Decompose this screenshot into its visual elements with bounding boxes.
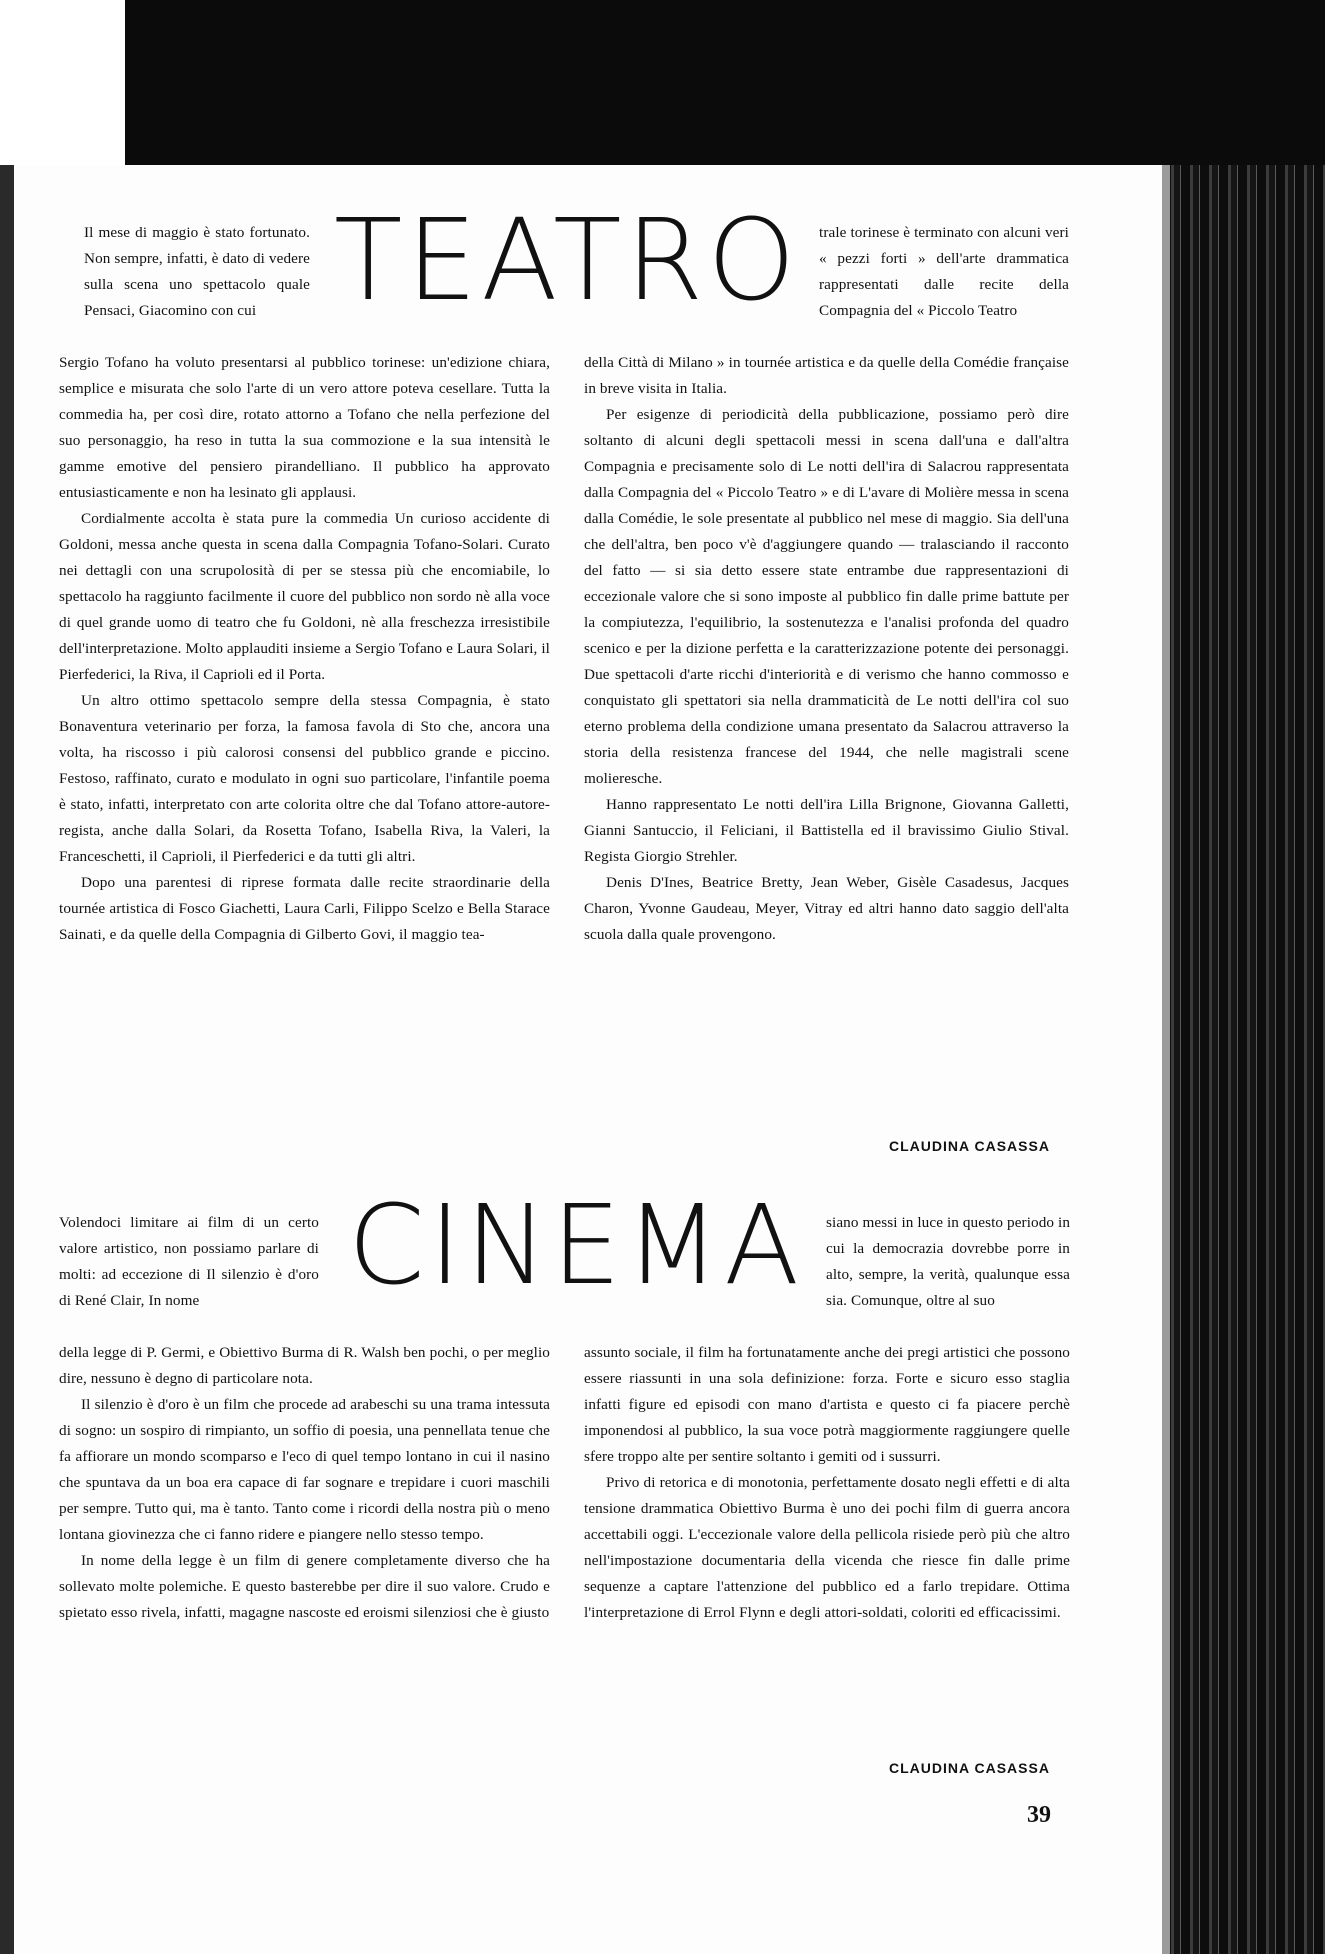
scan-border-left	[0, 165, 14, 1954]
teatro-paragraph: Sergio Tofano ha voluto presentarsi al pubblico torinese: un'edizione chiara, semplice e misurata che solo l'arte di un vero attore poteva cesellare. Tutta la commedia ha, per così dire, rotato attorno a Tofano che nella perfezione del suo personaggio, ha reso in tutta la sua commozione e la sua intensità le gamme emotive del pensiero pirandelliano. Il pubblico ha approvato entusiasticamente e non ha lesinato gli applausi.	[59, 354, 550, 501]
cinema-signature: CLAUDINA CASASSA	[889, 1760, 1050, 1776]
teatro-intro-text: Il mese di maggio è stato fortunato. Non sempre, infatti, è dato di vedere sulla scena uno spettacolo quale Pensaci, Giacomino con cui	[84, 224, 310, 319]
scan-border-top	[125, 0, 1325, 165]
cinema-paragraph: Privo di retorica e di monotonia, perfettamente dosato negli effetti e di alta tensione drammatica Obiettivo Burma è uno dei pochi film di guerra ancora accettabili oggi. L'eccezionale valore della pellicola risiede però più che altro nell'impostazione documentaria della vicenda che riesce fin dalle prime sequenze a captare l'attenzione del pubblico ed a farlo trepidare. Ottima l'interpretazione di Errol Flynn e degli attori-soldati, coloriti ed efficacissimi.	[584, 1474, 1070, 1621]
teatro-headword: TEATRO	[334, 196, 800, 326]
teatro-right-intro-column	[819, 220, 1069, 324]
cinema-intro-column	[59, 1210, 319, 1314]
page-number: 39	[1027, 1802, 1051, 1828]
teatro-paragraph: della Città di Milano » in tournée artistica e da quelle della Comédie française in breve visita in Italia.	[584, 354, 1069, 397]
page-edge-shadow	[1162, 165, 1170, 1954]
teatro-paragraph: Hanno rappresentato Le notti dell'ira Lilla Brignone, Giovanna Galletti, Gianni Santuccio, il Feliciani, il Battistella ed il bravissimo Giulio Stival. Regista Giorgio Strehler.	[584, 796, 1069, 865]
cinema-paragraph: In nome della legge è un film di genere completamente diverso che ha sollevato molte polemiche. E questo basterebbe per dire il suo valore. Crudo e spietato esso rivela, infatti, magagne nascoste ed eroismi silenziosi che è giusto	[59, 1552, 550, 1621]
teatro-paragraph: Per esigenze di periodicità della pubblicazione, possiamo però dire soltanto di alcuni degli spettacoli messi in scena dall'una e dall'altra Compagnia e precisamente solo di Le notti dell'ira di Salacrou rappresentata dalla Compagnia del « Piccolo Teatro » e di L'avare di Molière messa in scena dalla Comédie, le sole presentate al pubblico nel mese di maggio. Sia dell'una che dell'altra, ben poco v'è d'aggiungere quando — tralasciando il racconto del fatto — si sia detto essere state entrambe due rappresentazioni di eccezionale valore che si sono imposte al pubblico fin dalle prime battute per la compiutezza, l'equilibrio, la sostenutezza e l'analisi profonda del quadro scenico e per la dizione perfetta e la caratterizzazione potente dei personaggi. Due spettacoli d'arte ricchi d'interiorità e di verismo che hanno commosso e conquistato gli spettatori sia nella drammaticità de Le notti dell'ira col suo eterno problema della condizione umana presentato da Salacrou attraverso la storia della resistenza francese del 1944, che nelle magistrali scene molieresche.	[584, 406, 1069, 787]
page-stack-edge	[1162, 165, 1325, 1954]
cinema-headword: CINEMA	[348, 1181, 804, 1309]
cinema-right-intro-column	[826, 1210, 1070, 1314]
teatro-right-intro-text: trale torinese è terminato con alcuni veri « pezzi forti » dell'arte drammatica rappresentati dalle recite della Compagnia del « Piccolo Teatro	[819, 224, 1069, 319]
teatro-right-column	[584, 350, 1069, 948]
teatro-left-column	[59, 350, 550, 948]
cinema-paragraph: della legge di P. Germi, e Obiettivo Burma di R. Walsh ben pochi, o per meglio dire, nessuno è degno di particolare nota.	[59, 1344, 550, 1387]
cinema-paragraph: Il silenzio è d'oro è un film che procede ad arabeschi su una trama intessuta di sogno: un sospiro di rimpianto, un soffio di poesia, una pennellata tenue che fa affiorare un mondo scomparso e l'eco di quel tempo lontano in cui il nasino che spuntava da un boa era capace di far sognare e trepidare i cuori maschili per sempre. Tutto qui, ma è tanto. Tanto come i ricordi della nostra più o meno lontana giovinezza che ci fanno ridere e piangere nello stesso tempo.	[59, 1396, 550, 1543]
teatro-intro-column	[84, 220, 310, 324]
teatro-paragraph: Dopo una parentesi di riprese formata dalle recite straordinarie della tournée artistica di Fosco Giachetti, Laura Carli, Filippo Scelzo e Bella Starace Sainati, e da quelle della Compagnia di Gilberto Govi, il maggio tea-	[59, 874, 550, 943]
teatro-paragraph: Un altro ottimo spettacolo sempre della stessa Compagnia, è stato Bonaventura veterinario per forza, la famosa favola di Sto che, ancora una volta, ha riscosso i più calorosi consensi del pubblico grande e piccino. Festoso, raffinato, curato e modulato in ogni suo particolare, l'infantile poema è stato, infatti, interpretato con arte colorita oltre che dal Tofano attore-autore-regista, anche dalla Solari, da Rosetta Tofano, Isabella Riva, la Valeri, la Franceschetti, il Caprioli, il Pierfederici e da tutti gli altri.	[59, 692, 550, 865]
cinema-left-column	[59, 1340, 550, 1626]
teatro-paragraph: Denis D'Ines, Beatrice Bretty, Jean Weber, Gisèle Casadesus, Jacques Charon, Yvonne Gaudeau, Meyer, Vitray ed altri hanno dato saggio dell'alta scuola dalla quale provengono.	[584, 874, 1069, 943]
cinema-right-column	[584, 1340, 1070, 1626]
cinema-right-intro-text: siano messi in luce in questo periodo in cui la democrazia dovrebbe porre in alto, sempre, la verità, qualunque essa sia. Comunque, oltre al suo	[826, 1214, 1071, 1309]
cinema-paragraph: assunto sociale, il film ha fortunatamente anche dei pregi artistici che possono essere riassunti in una sola definizione: forza. Forte e sicuro esso staglia infatti figure ed episodi con mano d'artista e questo ci fa piacere perchè imponendosi al pubblico, la sua voce potrà maggiormente raggiungere quelle sfere troppo alte per sentire soltanto i gemiti od i sussurri.	[584, 1344, 1070, 1465]
teatro-paragraph: Cordialmente accolta è stata pure la commedia Un curioso accidente di Goldoni, messa anche questa in scena dalla Compagnia Tofano-Solari. Curato nei dettagli con una scrupolosità di per se stessa più che encomiabile, lo spettacolo ha raggiunto facilmente il cuore del pubblico non sordo nè alla voce di quel grande uomo di teatro che fu Goldoni, nè alla freschezza irresistibile dell'interpretazione. Molto applauditi insieme a Sergio Tofano e Laura Solari, il Pierfederici, la Riva, il Caprioli ed il Porta.	[59, 510, 550, 683]
teatro-signature: CLAUDINA CASASSA	[889, 1138, 1050, 1154]
cinema-intro-text: Volendoci limitare ai film di un certo valore artistico, non possiamo parlare di molti: ad eccezione di Il silenzio è d'oro di René Clair, In nome	[59, 1214, 319, 1309]
magazine-page	[14, 165, 1162, 1954]
